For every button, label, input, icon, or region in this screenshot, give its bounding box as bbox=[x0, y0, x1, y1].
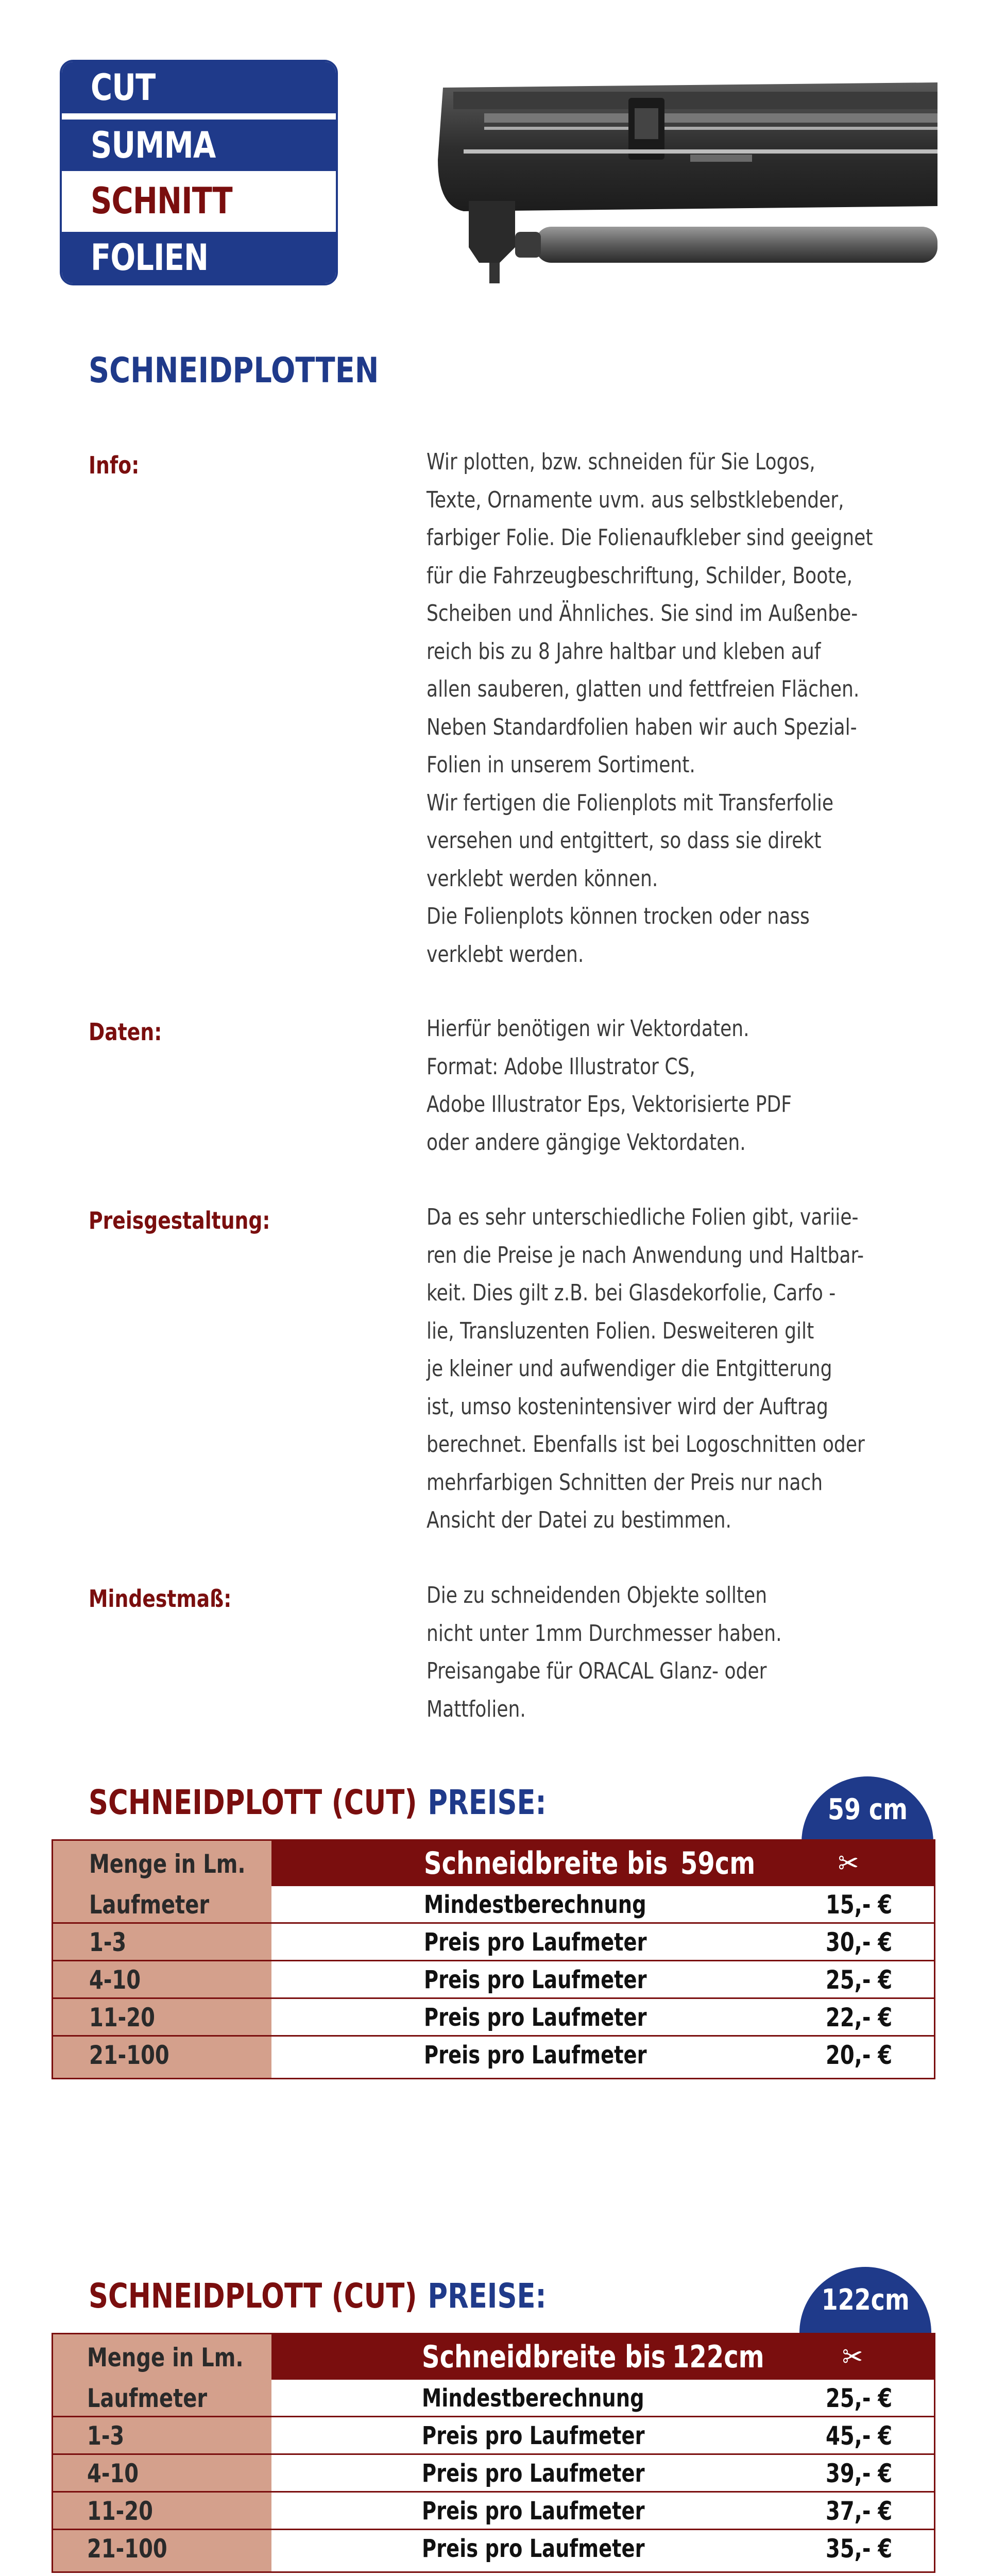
scissors-icon: ✂ bbox=[842, 2339, 863, 2375]
header-width-label: Schneidbreite bis bbox=[422, 2339, 666, 2375]
price-table-122 bbox=[52, 2333, 935, 2573]
row-desc: Mindestberechnung bbox=[424, 1890, 646, 1919]
row-qty: 21-100 bbox=[89, 2040, 169, 2070]
daten-label: Daten: bbox=[89, 1018, 162, 1046]
row-qty: 11-20 bbox=[89, 2003, 155, 2032]
mindestmass-text: Die zu schneidenden Objekte sollten nicht unter 1mm Durchmesser haben. Preisangabe für ORACAL Glanz- oder Mattfolien. bbox=[427, 1582, 782, 1722]
row-price: 30,- € bbox=[826, 1927, 893, 1957]
row-price: 37,- € bbox=[826, 2496, 893, 2526]
quantity-header: Menge in Lm. bbox=[87, 2343, 244, 2372]
cut-summa-logo bbox=[60, 60, 338, 285]
logo-line-cut: CUT bbox=[62, 62, 336, 113]
row-qty: 21-100 bbox=[87, 2534, 167, 2564]
row-desc: Mindestberechnung bbox=[422, 2384, 644, 2413]
price-table-59 bbox=[52, 1839, 935, 2079]
daten-text: Hierfür benötigen wir Vektordaten. Format: Adobe Illustrator CS, Adobe Illustrator Eps, Vektorisierte PDF oder andere gängige Vektordaten. bbox=[427, 1015, 792, 1156]
page-title: SCHNEIDPLOTTEN bbox=[89, 350, 379, 391]
row-desc: Preis pro Laufmeter bbox=[424, 2003, 647, 2032]
row-price: 39,- € bbox=[826, 2459, 893, 2488]
row-price: 25,- € bbox=[826, 2383, 893, 2413]
row-qty: Laufmeter bbox=[87, 2383, 208, 2413]
row-desc: Preis pro Laufmeter bbox=[424, 2041, 647, 2070]
header-width-value: 122cm bbox=[672, 2339, 764, 2375]
row-price: 35,- € bbox=[826, 2534, 893, 2564]
row-price: 25,- € bbox=[826, 1965, 893, 1995]
logo-line-schnitt: SCHNITT bbox=[62, 175, 336, 227]
header-width-value: 59cm bbox=[680, 1845, 756, 1882]
row-qty: 1-3 bbox=[89, 1927, 127, 1957]
price-section-2-title: SCHNEIDPLOTT (CUT) PREISE: bbox=[89, 2276, 547, 2316]
scissors-icon: ✂ bbox=[838, 1845, 859, 1882]
width-badge-122: 122cm bbox=[799, 2267, 931, 2334]
info-text: Wir plotten, bzw. schneiden für Sie Logos, Texte, Ornamente uvm. aus selbstklebender, farbiger Folie. Die Folienaufkleber sind geeignet für die Fahrzeugbeschriftung, Schilder, Boote, Scheiben und Ähnliches. Sie sind im Außenbe- reich bis zu 8 Jahre haltbar und kleben auf allen sauberen, glatten und fettfreien Flächen. Neben Standardfolien haben wir auch Spezial- Folien in unserem Sortiment. Wir fertigen die Folienplots mit Transferfolie versehen und entgittert, so dass sie direkt verklebt werden können. Die Folienplots können trocken oder nass verklebt werden. bbox=[427, 449, 873, 968]
row-qty: 4-10 bbox=[87, 2459, 139, 2488]
logo-line-summa: SUMMA bbox=[62, 120, 336, 171]
price-section-1-title: SCHNEIDPLOTT (CUT) PREISE: bbox=[89, 1783, 547, 1822]
logo-line-folien: FOLIEN bbox=[62, 232, 336, 283]
row-qty: Laufmeter bbox=[89, 1890, 210, 1920]
row-desc: Preis pro Laufmeter bbox=[424, 1965, 647, 1994]
preisgestaltung-text: Da es sehr unterschiedliche Folien gibt, variie- ren die Preise je nach Anwendung und Haltbar- keit. Dies gilt z.B. bei Glasdekorfolie, Carfo - lie, Transluzenten Folien. Desweiteren gilt je kleiner und aufwendiger die Entgitterung ist, umso kostenintensiver wird der Auftrag berechnet. Ebenfalls ist bei Logoschnitten oder mehrfarbigen Schnitten der Preis nur nach Ansicht der Datei zu bestimmen. bbox=[427, 1204, 865, 1533]
cutting-plotter-image bbox=[433, 77, 937, 294]
row-desc: Preis pro Laufmeter bbox=[422, 2534, 645, 2563]
mindestmass-label: Mindestmaß: bbox=[89, 1585, 232, 1613]
row-desc: Preis pro Laufmeter bbox=[422, 2459, 645, 2488]
row-price: 15,- € bbox=[826, 1890, 893, 1920]
info-label: Info: bbox=[89, 451, 140, 479]
row-qty: 1-3 bbox=[87, 2421, 125, 2451]
width-badge-59: 59 cm bbox=[802, 1776, 933, 1843]
row-desc: Preis pro Laufmeter bbox=[422, 2421, 645, 2450]
row-price: 20,- € bbox=[826, 2040, 893, 2070]
row-qty: 4-10 bbox=[89, 1965, 141, 1995]
header-width-label: Schneidbreite bis bbox=[424, 1845, 668, 1882]
preisgestaltung-label: Preisgestaltung: bbox=[89, 1207, 270, 1234]
row-price: 22,- € bbox=[826, 2003, 893, 2032]
row-desc: Preis pro Laufmeter bbox=[424, 1928, 647, 1957]
row-price: 45,- € bbox=[826, 2421, 893, 2451]
row-desc: Preis pro Laufmeter bbox=[422, 2497, 645, 2526]
row-qty: 11-20 bbox=[87, 2496, 153, 2526]
quantity-header: Menge in Lm. bbox=[89, 1849, 246, 1879]
